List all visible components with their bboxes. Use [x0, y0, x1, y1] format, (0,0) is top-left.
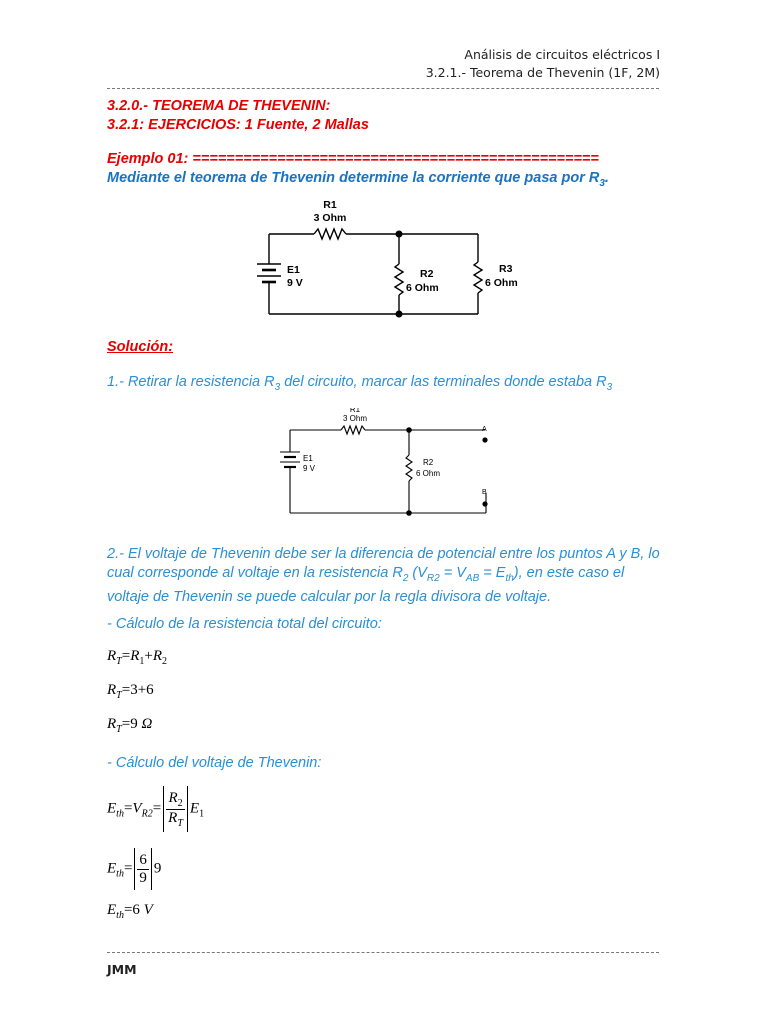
node-bottom	[396, 311, 403, 318]
r3-name: R3	[499, 263, 513, 275]
terminal-a-label: A	[482, 426, 487, 433]
e1-value: 9 V	[287, 277, 303, 289]
header-topic: 3.2.1.- Teorema de Thevenin (1F, 2M)	[425, 65, 660, 80]
r1-value: 3 Ohm	[313, 212, 347, 224]
example-label: Ejemplo 01: ================================================	[107, 151, 599, 167]
circuit-diagram-2	[275, 408, 505, 523]
example-statement: Mediante el teorema de Thevenin determine la corriente que pasa por $R_3$.	[107, 170, 609, 189]
equation-eth-values: $E_{th}=$ $\frac{6}{9}$ 9	[107, 848, 161, 890]
section-title: 3.2.0.- TEOREMA DE THEVENIN:	[107, 98, 331, 114]
battery-e1-symbol	[257, 264, 281, 287]
header-divider	[107, 88, 659, 89]
r1-name-2: R1	[349, 408, 361, 414]
section-subtitle: 3.2.1: EJERCICIOS: 1 Fuente, 2 Mallas	[107, 117, 369, 133]
terminal-a-dot	[482, 437, 487, 442]
equation-rt-result: $R_T=9$ Ω	[107, 716, 153, 735]
terminal-b-label: B	[482, 489, 487, 496]
circuit-diagram-1	[250, 192, 540, 327]
header-course: Análisis de circuitos eléctricos I	[464, 47, 660, 62]
voltage-heading: - Cálculo del voltaje de Thevenin:	[107, 755, 322, 771]
footer-divider	[107, 952, 659, 953]
node-top-2	[406, 427, 412, 433]
battery-e1-symbol-2	[280, 452, 300, 471]
step2-paragraph: 2.- El voltaje de Thevenin debe ser la diferencia de potencial entre los puntos A y B, lo cual corresponde al voltaje en la resistencia $R_2$ $(V_{R2} = V_{AB} = E_{th})$, en este caso el voltaje de Thevenin se puede calcular por la regla divisora de voltaje.	[107, 546, 660, 605]
node-top	[396, 231, 403, 238]
e1-value-2: 9 V	[303, 464, 316, 473]
e1-name-2: E1	[303, 454, 313, 463]
r2-value-2: 6 Ohm	[416, 469, 441, 478]
r1-value-2: 3 Ohm	[342, 414, 368, 423]
e1-name: E1	[287, 264, 300, 276]
footer-author: JMM	[107, 962, 137, 977]
r1-name: R1	[323, 199, 337, 211]
equation-rt-values: $R_T=3+6$	[107, 682, 154, 701]
r2-name: R2	[420, 268, 434, 280]
r2-value: 6 Ohm	[406, 282, 439, 294]
equation-eth-divider: $E_{th}=V_{R2}=$ $\frac{R_2}{R_T}$ $E_1$	[107, 786, 204, 832]
equation-rt-sum: $R_T=R_1+R_2$	[107, 648, 168, 667]
terminal-b-dot	[482, 501, 487, 506]
equation-eth-result: $E_{th}=6$ V	[107, 902, 153, 921]
solution-heading: Solución:	[107, 339, 174, 355]
step1-text: 1.- Retirar la resistencia $R_3$ del circuito, marcar las terminales donde estaba $R_3$	[107, 374, 613, 393]
r3-value: 6 Ohm	[485, 277, 518, 289]
node-bottom-2	[406, 510, 412, 516]
resistance-heading: - Cálculo de la resistencia total del circuito:	[107, 616, 382, 632]
r2-name-2: R2	[423, 458, 434, 467]
